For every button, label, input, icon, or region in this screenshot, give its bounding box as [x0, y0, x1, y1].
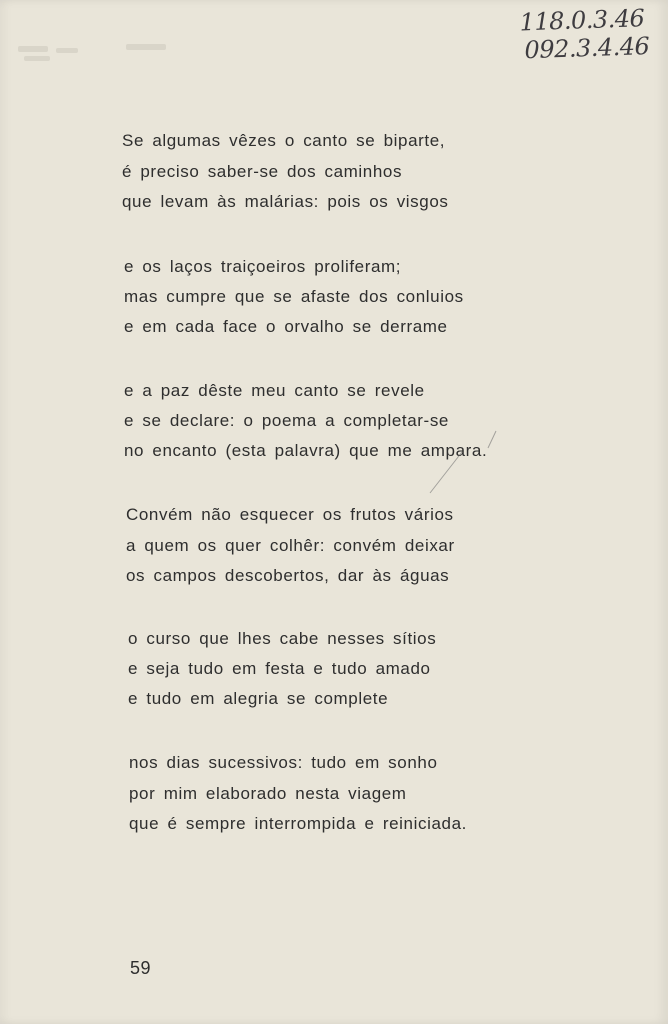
- verse-line: e a paz dêste meu canto se revele: [124, 381, 425, 400]
- verse-line: Se algumas vêzes o canto se biparte,: [122, 131, 446, 150]
- verse-line: e os laços traiçoeiros proliferam;: [124, 257, 402, 276]
- verse-line: que levam às malárias: pois os visgos: [122, 192, 449, 211]
- verse-line: mas cumpre que se afaste dos conluios: [124, 287, 464, 306]
- verse-line: e seja tudo em festa e tudo amado: [128, 659, 431, 678]
- verse-line: o curso que lhes cabe nesses sítios: [128, 629, 437, 648]
- page-number: 59: [130, 958, 152, 978]
- verse-line: por mim elaborado nesta viagem: [129, 784, 407, 803]
- verse-line: nos dias sucessivos: tudo em sonho: [129, 753, 438, 772]
- verse-line: a quem os quer colhêr: convém deixar: [126, 536, 455, 555]
- verse-line: os campos descobertos, dar às águas: [126, 566, 450, 585]
- shelfmark-line-1: 118.0.3.46: [519, 4, 645, 37]
- verse-line: e em cada face o orvalho se derrame: [124, 317, 448, 336]
- shelfmark-line-2: 092.3.4.46: [524, 31, 650, 65]
- verse-line: Convém não esquecer os frutos vários: [126, 505, 454, 524]
- verse-line: no encanto (esta palavra) que me ampara.: [124, 441, 488, 460]
- verse-line: e tudo em alegria se complete: [128, 689, 389, 708]
- verse-line: que é sempre interrompida e reiniciada.: [129, 814, 467, 833]
- verse-line: é preciso saber-se dos caminhos: [122, 162, 403, 181]
- verse-line: e se declare: o poema a completar-se: [124, 411, 449, 430]
